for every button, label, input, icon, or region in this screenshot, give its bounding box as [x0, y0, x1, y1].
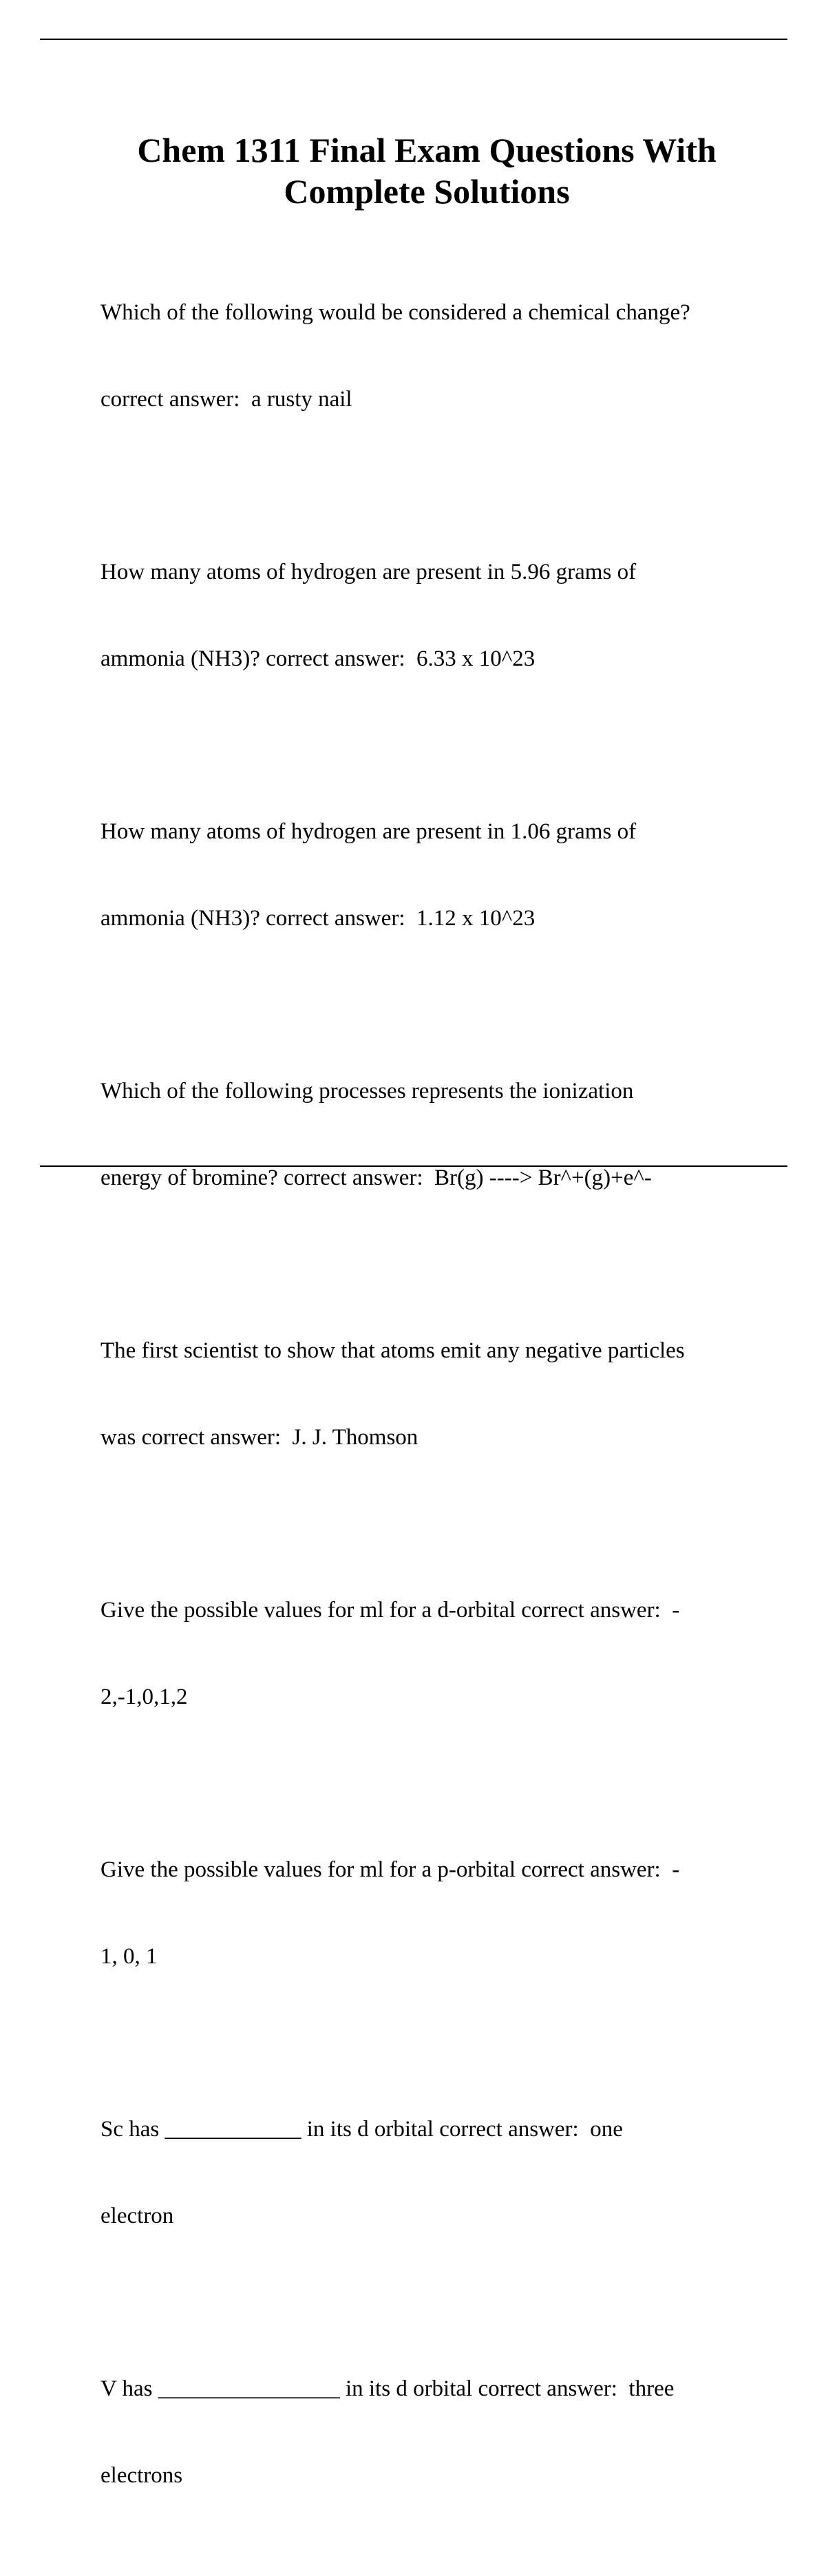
question-line: was correct answer: J. J. Thomson [100, 1425, 419, 1450]
question-item [100, 1538, 761, 1769]
question-line: Give the possible values for ml for a d-orbital correct answer: - [100, 1598, 680, 1623]
question-line: correct answer: a rusty nail [100, 387, 352, 412]
bottom-rule [40, 1165, 787, 1167]
question-line: Which of the following processes represents the ionization [100, 1079, 634, 1104]
question-list [100, 240, 761, 2576]
question-item [100, 240, 761, 472]
top-rule [40, 39, 787, 40]
title-line: Complete Solutions [284, 172, 570, 211]
question-line: ammonia (NH3)? correct answer: 1.12 x 10^23 [100, 906, 536, 931]
question-line: 2,-1,0,1,2 [100, 1685, 188, 1709]
question-item [100, 1278, 761, 1510]
question-line: Which of the following would be considered a chemical change? [100, 300, 690, 325]
question-line: electron [100, 2204, 174, 2228]
question-line: How many atoms of hydrogen are present in 1.06 grams of [100, 819, 637, 844]
question-item [100, 1019, 761, 1250]
question-item [100, 500, 761, 731]
question-line: ammonia (NH3)? correct answer: 6.33 x 10^23 [100, 646, 536, 671]
question-line: Sc has ____________ in its d orbital correct answer: one [100, 2117, 623, 2142]
page-title [69, 129, 785, 212]
question-line: electrons [100, 2463, 183, 2488]
question-item [100, 2316, 761, 2548]
question-line: Give the possible values for ml for a p-orbital correct answer: - [100, 1857, 680, 1882]
question-item [100, 759, 761, 991]
question-line: The first scientist to show that atoms emit any negative particles [100, 1338, 685, 1363]
title-line: Chem 1311 Final Exam Questions With [137, 131, 717, 169]
question-line: V has ________________ in its d orbital correct answer: three [100, 2376, 675, 2401]
question-line: 1, 0, 1 [100, 1944, 158, 1969]
question-item [100, 2057, 761, 2288]
question-line: energy of bromine? correct answer: Br(g) ----> Br^+(g)+e^- [100, 1165, 652, 1190]
question-item [100, 1797, 761, 2029]
question-line: How many atoms of hydrogen are present in 5.96 grams of [100, 560, 637, 584]
